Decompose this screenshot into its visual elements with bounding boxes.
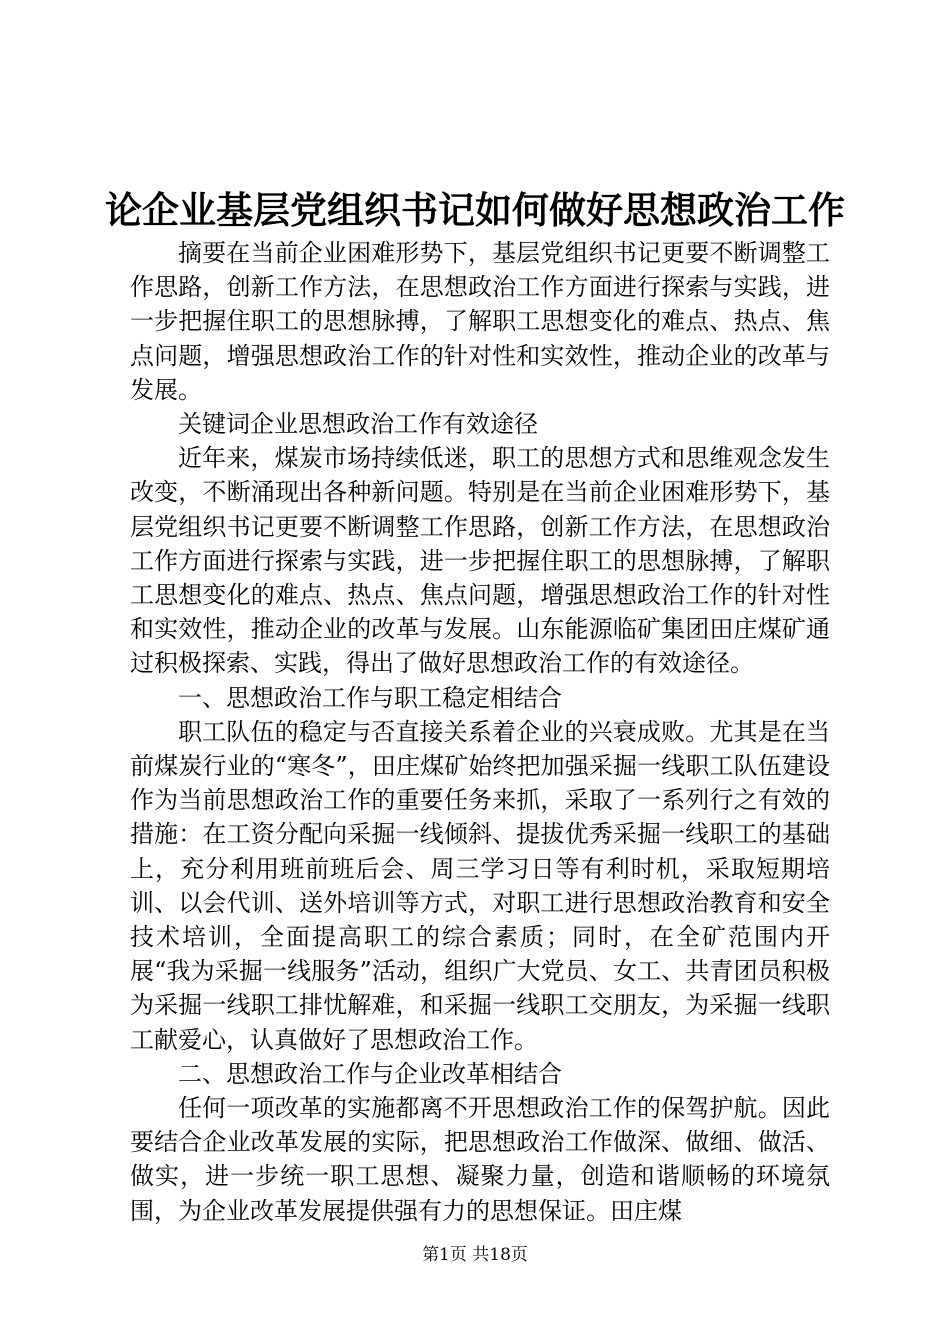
page-number-footer: 第1页 共18页 <box>422 1245 528 1265</box>
document-body <box>130 236 830 1228</box>
intro-paragraph: 近年来，煤炭市场持续低迷，职工的思想方式和思维观念发生改变，不断涌现出各种新问题。特别是在当前企业困难形势下，基层党组织书记更要不断调整工作思路，创新工作方法，在思想政治工作方面进行探索与实践，进一步把握住职工的思想脉搏，了解职工思想变化的难点、热点、焦点问题，增强思想政治工作的针对性和实效性，推动企业的改革与发展。山东能源临矿集团田庄煤矿通过积极探索、实践，得出了做好思想政治工作的有效途径。 <box>130 444 830 678</box>
section-1-paragraph: 职工队伍的稳定与否直接关系着企业的兴衰成败。尤其是在当前煤炭行业的“寒冬”，田庄煤矿始终把加强采掘一线职工队伍建设作为当前思想政治工作的重要任务来抓，采取了一系列行之有效的措施：在工资分配向采掘一线倾斜、提拔优秀采掘一线职工的基础上，充分利用班前班后会、周三学习日等有利时机，采取短期培训、以会代训、送外培训等方式，对职工进行思想政治教育和安全技术培训，全面提高职工的综合素质；同时，在全矿范围内开展“我为采掘一线服务”活动，组织广大党员、女工、共青团员积极为采掘一线职工排忧解难，和采掘一线职工交朋友，为采掘一线职工献爱心，认真做好了思想政治工作。 <box>130 717 830 1054</box>
section-heading-1: 一、思想政治工作与职工稳定相结合 <box>178 683 562 712</box>
section-2-paragraph: 任何一项改革的实施都离不开思想政治工作的保驾护航。因此要结合企业改革发展的实际，把思想政治工作做深、做细、做活、做实，进一步统一职工思想、凝聚力量，创造和谐顺畅的环境氛围，为企业改革发展提供强有力的思想保证。田庄煤 <box>130 1094 830 1225</box>
section-heading-2: 二、思想政治工作与企业改革相结合 <box>178 1059 562 1088</box>
abstract-paragraph: 摘要在当前企业困难形势下，基层党组织书记更要不断调整工作思路，创新工作方法，在思想政治工作方面进行探索与实践，进一步把握住职工的思想脉搏，了解职工思想变化的难点、热点、焦点问题，增强思想政治工作的针对性和实效性，推动企业的改革与发展。 <box>130 239 830 404</box>
document-title: 论企业基层党组织书记如何做好思想政治工作 <box>105 188 845 232</box>
keywords-paragraph: 关键词企业思想政治工作有效途径 <box>178 410 538 439</box>
